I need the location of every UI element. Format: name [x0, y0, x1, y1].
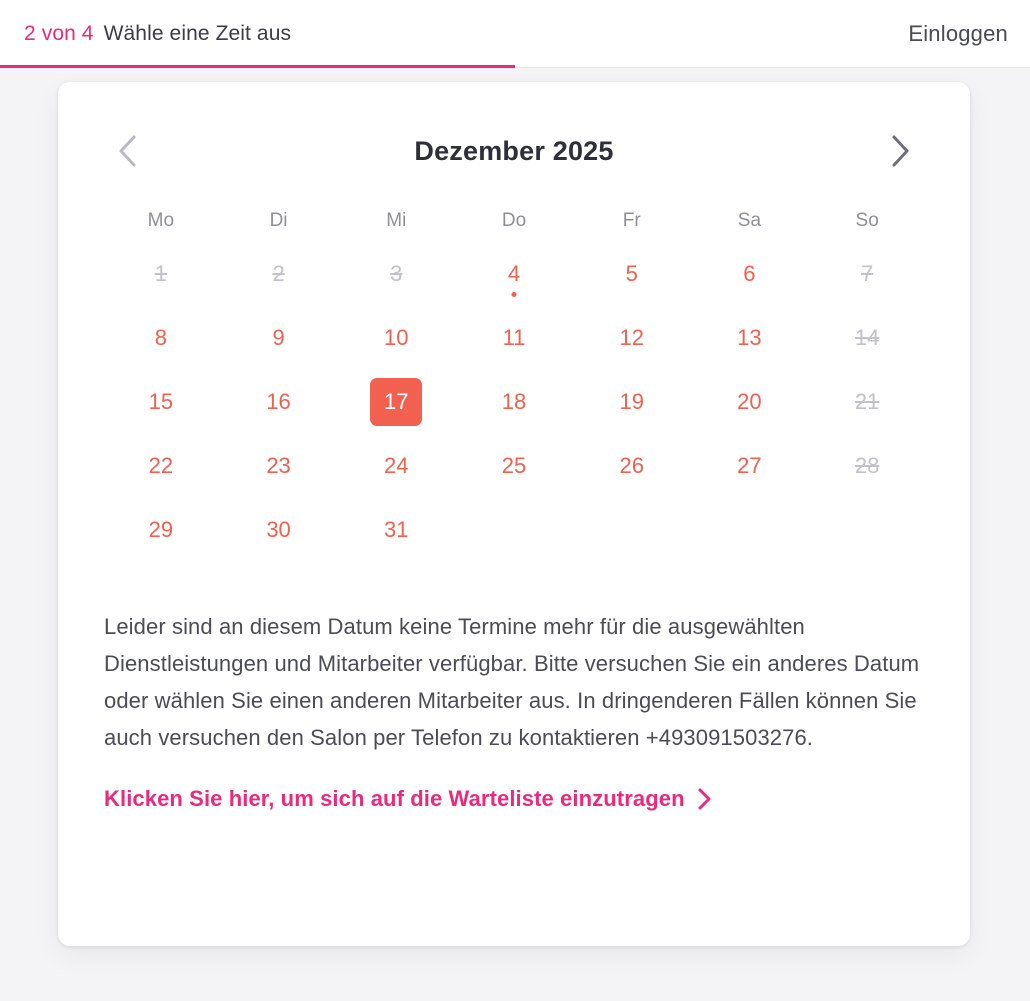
- calendar-day-cell: [455, 370, 573, 434]
- calendar-day-cell: [573, 498, 691, 562]
- calendar-day-28: 28: [854, 453, 880, 478]
- calendar-day-3: 3: [390, 261, 403, 286]
- calendar-day-19[interactable]: 19: [619, 389, 644, 414]
- calendar-day-cell: [337, 434, 455, 498]
- calendar-day-cell: [455, 242, 573, 306]
- page-title: Wähle eine Zeit aus: [103, 21, 292, 45]
- month-label: Dezember 2025: [414, 135, 614, 166]
- waitlist-link[interactable]: [58, 756, 970, 812]
- calendar-day-16[interactable]: 16: [266, 389, 291, 414]
- calendar-day-empty: [841, 506, 893, 554]
- weekday-label: Di: [269, 210, 288, 231]
- calendar-day-cell: [455, 306, 573, 370]
- calendar-day-25[interactable]: 25: [501, 453, 527, 478]
- calendar-day-cell: [808, 306, 926, 370]
- login-link[interactable]: Einloggen: [908, 20, 1008, 46]
- calendar-day-cell: [455, 434, 573, 498]
- calendar-day-cell: [691, 306, 809, 370]
- calendar-day-cell: [691, 370, 809, 434]
- calendar-day-cell: [220, 434, 338, 498]
- date-picker-card: [58, 82, 970, 946]
- calendar-day-12[interactable]: 12: [619, 325, 644, 350]
- calendar-week-row: [102, 370, 926, 434]
- step-indicator: [24, 22, 291, 46]
- calendar-day-cell: [102, 242, 220, 306]
- calendar-day-27[interactable]: 27: [737, 453, 762, 478]
- calendar-day-cell: [808, 370, 926, 434]
- calendar-day-cell: [691, 434, 809, 498]
- calendar-weeks: [102, 242, 926, 562]
- calendar-day-29[interactable]: 29: [148, 517, 174, 542]
- calendar-day-7: 7: [861, 261, 874, 286]
- calendar-day-cell: [220, 242, 338, 306]
- calendar-day-empty: [723, 506, 775, 554]
- calendar-day-cell: [455, 498, 573, 562]
- calendar-day-cell: [337, 306, 455, 370]
- calendar-day-cell: [337, 498, 455, 562]
- calendar-day-cell: [220, 306, 338, 370]
- calendar-day-cell: [808, 242, 926, 306]
- calendar-day-8[interactable]: 8: [154, 325, 167, 350]
- weekday-label: Sa: [737, 210, 762, 231]
- calendar-day-cell: [808, 498, 926, 562]
- calendar-day-20[interactable]: 20: [737, 389, 762, 414]
- calendar-day-cell: [337, 242, 455, 306]
- calendar-day-2: 2: [272, 261, 285, 286]
- calendar-day-cell: [573, 434, 691, 498]
- calendar-day-13[interactable]: 13: [737, 325, 762, 350]
- weekday-header-row: [102, 198, 926, 242]
- calendar-day-24[interactable]: 24: [384, 453, 409, 478]
- calendar-day-cell: [808, 434, 926, 498]
- weekday-label: Fr: [622, 210, 641, 231]
- weekday-label: Do: [501, 210, 527, 231]
- calendar-day-14: 14: [854, 325, 880, 350]
- calendar-day-cell: [573, 242, 691, 306]
- waitlist-link-label: Klicken Sie hier, um sich auf die Warteliste einzutragen: [104, 786, 685, 811]
- progress-bar-fill: [0, 65, 515, 68]
- calendar-day-cell: [102, 370, 220, 434]
- calendar-day-empty: [606, 506, 658, 554]
- calendar-day-cell: [573, 306, 691, 370]
- chevron-left-icon[interactable]: [108, 132, 146, 170]
- calendar-day-cell: [220, 370, 338, 434]
- calendar-day-26[interactable]: 26: [619, 453, 644, 478]
- calendar-day-cell: [102, 434, 220, 498]
- month-navigation: [58, 82, 970, 170]
- calendar-day-cell: [220, 498, 338, 562]
- calendar-grid: [58, 170, 970, 562]
- calendar-week-row: [102, 242, 926, 306]
- calendar-day-17[interactable]: 17: [370, 378, 422, 426]
- calendar-day-31[interactable]: 31: [384, 517, 409, 542]
- calendar-day-5[interactable]: 5: [625, 261, 638, 286]
- calendar-day-15[interactable]: 15: [148, 389, 174, 414]
- availability-message: Leider sind an diesem Datum keine Termine mehr für die ausgewählten Dienstleistungen und Mitarbeiter verfügbar. Bitte versuchen Sie ein anderes Datum oder wählen Sie einen anderen Mitarbeiter aus. In dringenderen Fällen können Sie auch versuchen den Salon per Telefon zu kontaktieren +493091503276.: [104, 614, 920, 750]
- chevron-right-icon[interactable]: [882, 132, 920, 170]
- calendar-day-cell: [337, 370, 455, 434]
- calendar-day-empty: [488, 506, 540, 554]
- calendar-day-cell: [691, 498, 809, 562]
- calendar-day-18[interactable]: 18: [501, 389, 527, 414]
- calendar-day-23[interactable]: 23: [266, 453, 291, 478]
- calendar-week-row: [102, 498, 926, 562]
- step-counter: 2 von 4: [24, 21, 94, 45]
- calendar-day-21: 21: [854, 389, 880, 414]
- page-header: [0, 0, 1030, 68]
- chevron-right-icon: [697, 787, 713, 811]
- progress-bar: [0, 65, 1030, 68]
- weekday-label: So: [855, 210, 879, 231]
- calendar-day-22[interactable]: 22: [148, 453, 174, 478]
- calendar-day-30[interactable]: 30: [266, 517, 291, 542]
- calendar-week-row: [102, 306, 926, 370]
- calendar-day-cell: [691, 242, 809, 306]
- weekday-label: Mi: [386, 210, 407, 231]
- calendar-day-cell: [573, 370, 691, 434]
- calendar-day-cell: [102, 498, 220, 562]
- calendar-day-1: 1: [154, 261, 167, 286]
- calendar-day-4[interactable]: 4: [488, 250, 540, 298]
- calendar-week-row: [102, 434, 926, 498]
- weekday-label: Mo: [147, 210, 175, 231]
- calendar-day-6[interactable]: 6: [743, 261, 756, 286]
- calendar-day-cell: [102, 306, 220, 370]
- calendar-day-11[interactable]: 11: [502, 325, 526, 350]
- calendar-day-9[interactable]: 9: [272, 325, 285, 350]
- calendar-day-10[interactable]: 10: [384, 325, 409, 350]
